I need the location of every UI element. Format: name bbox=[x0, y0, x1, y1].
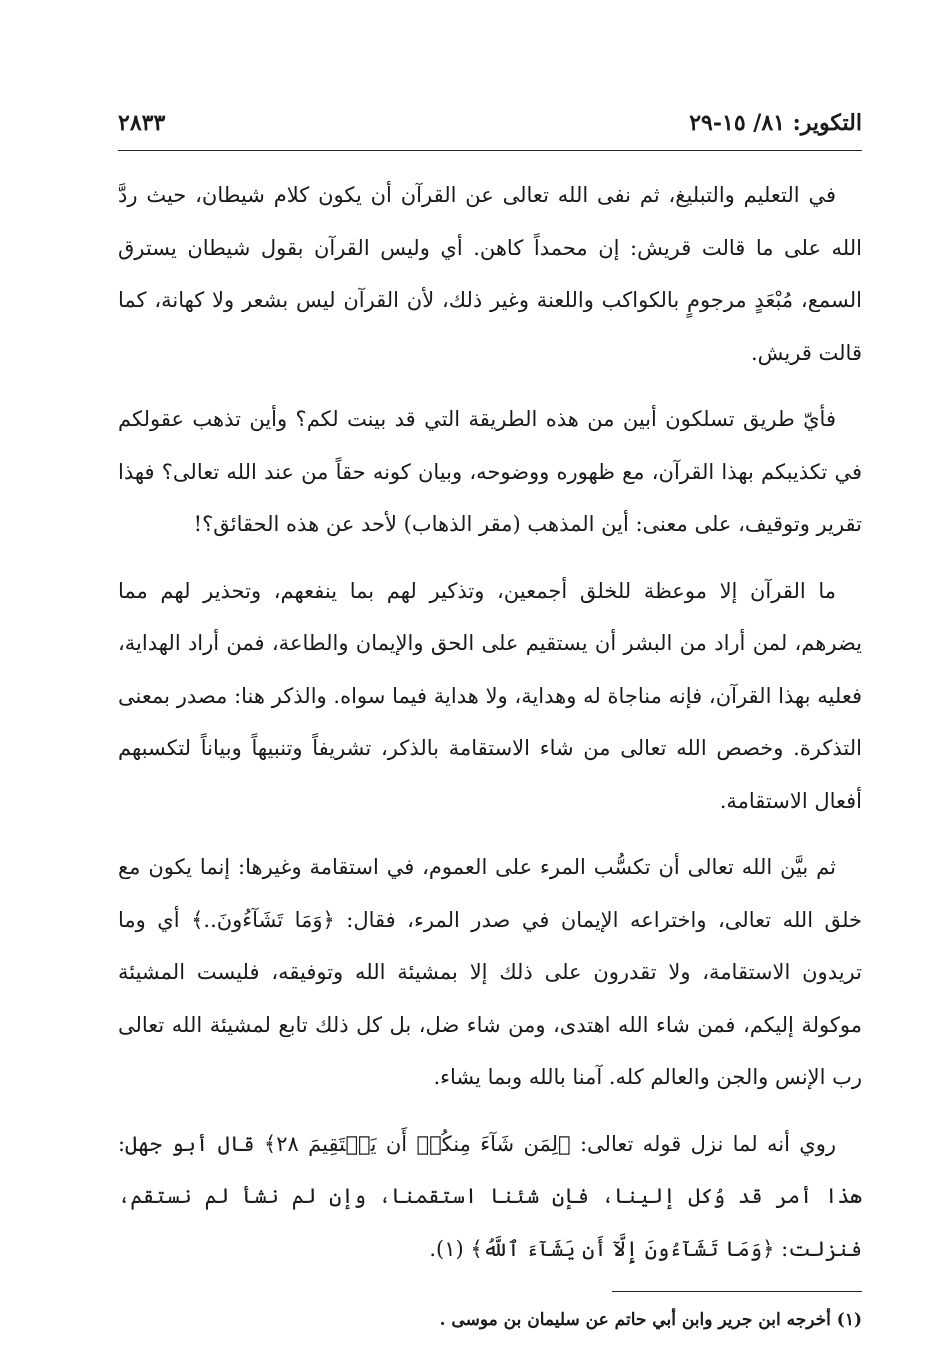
page-number: ٢٨٣٣ bbox=[118, 110, 166, 136]
paragraph: في التعليم والتبليغ، ثم نفى الله تعالى عن القرآن أن يكون كلام شيطان، حيث ردَّ الله على ما قالت قريش: إن محمداً كاهن. أي وليس القرآن بقول شيطان يسترق السمع، مُبْعَدٍ مرجومٍ بالكواكب واللعنة وغير ذلك، لأن القرآن ليس بشعر ولا كهانة، كما قالت قريش. bbox=[118, 183, 862, 365]
chapter-title: التكوير: ٨١/ ١٥-٢٩ bbox=[689, 110, 862, 136]
paragraph: روي أنه لما نزل قوله تعالى: ﴿لِمَن شَآءَ مِنكُمۡ أَن يَسۡتَقِيمَ ٢٨﴾ قال أبو جهل: هذا أمر قد وُكل إلينا، فإن شئنا استقمنا، وإن لم نشأ لم نستقم، فنزلت: ﴿وَمَا تَشَآءُونَ إِلَّآ أَن يَشَآءَ ٱللَّهُ﴾ (١). bbox=[118, 1131, 862, 1261]
footnote: (١) أخرجه ابن جرير وابن أبي حاتم عن سليمان بن موسى . bbox=[439, 1310, 862, 1330]
book-page bbox=[118, 110, 862, 1334]
header-divider bbox=[118, 150, 862, 151]
paragraph: ما القرآن إلا موعظة للخلق أجمعين، وتذكير لهم بما ينفعهم، وتحذير لهم مما يضرهم، لمن أراد من البشر أن يستقيم على الحق والإيمان والطاعة، فمن أراد الهداية، فعليه بهذا القرآن، فإنه مناجاة له وهداية، ولا هداية فيما سواه. والذكر هنا: مصدر بمعنى التذكرة. وخصص الله تعالى من شاء الاستقامة بالذكر، تشريفاً وتنبيهاً وبياناً لتكسبهم أفعال الاستقامة. bbox=[118, 578, 862, 813]
page-header bbox=[118, 110, 862, 146]
paragraph: ثم بيَّن الله تعالى أن تكسُّب المرء على العموم، في استقامة وغيرها: إنما يكون مع خلق الله تعالى، واختراعه الإيمان في صدر المرء، فقال: ﴿وَمَا تَشَآءُونَ..﴾ أي وما تريدون الاستقامة، ولا تقدرون على ذلك إلا بمشيئة الله وتوفيقه، فليست المشيئة موكولة إليكم، فمن شاء الله اهتدى، ومن شاء ضل، بل كل ذلك تابع لمشيئة الله تعالى رب الإنس والجن والعالم كله. آمنا بالله وبما يشاء. bbox=[118, 855, 862, 1089]
paragraph: فأيّ طريق تسلكون أبين من هذه الطريقة التي قد بينت لكم؟ وأين تذهب عقولكم في تكذيبكم بهذا القرآن، مع ظهوره ووضوحه، وبيان كونه حقاً من عند الله تعالى؟ فهذا تقرير وتوقيف، على معنى: أين المذهب (مقر الذهاب) لأحد عن هذه الحقائق؟! bbox=[118, 407, 862, 536]
main-text bbox=[118, 169, 862, 1275]
footnote-divider bbox=[612, 1291, 862, 1292]
